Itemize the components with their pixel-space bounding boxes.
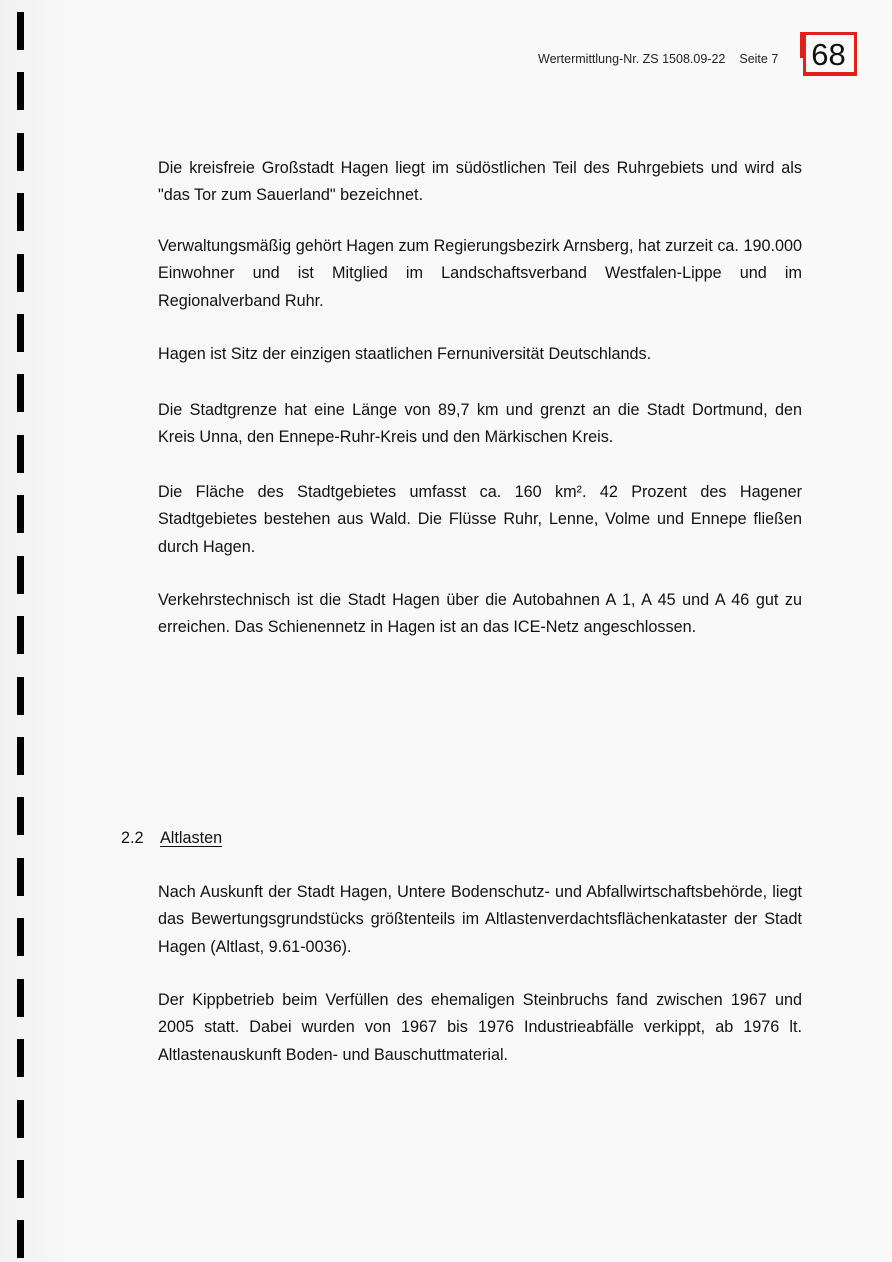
binding-mark [17,435,24,473]
paragraph-city-boundary: Die Stadtgrenze hat eine Länge von 89,7 km und grenzt an die Stadt Dortmund, den Kreis Unna, den Ennepe-Ruhr-Kreis und den Märkischen Kreis. [158,401,802,447]
paragraph-administration: Verwaltungsmäßig gehört Hagen zum Regierungsbezirk Arnsberg, hat zurzeit ca. 190.000 Einwohner und ist Mitglied im Landschaftsverband Westfalen-Lippe und im Regionalverband Ruhr. [158,237,802,310]
binding-mark [17,495,24,533]
section-heading [121,826,222,850]
paragraph-university: Hagen ist Sitz der einzigen staatlichen Fernuniversität Deutschlands. [158,345,652,363]
section-title: Altlasten [160,829,223,847]
binding-mark [17,737,24,775]
binding-marks [17,0,27,1262]
binding-mark [17,133,24,171]
binding-mark [17,1100,24,1138]
page-header [538,52,778,66]
page-stamp: 68 [803,32,857,76]
binding-mark [17,918,24,956]
binding-mark [17,677,24,715]
binding-mark [17,193,24,231]
binding-mark [17,556,24,594]
section-number: 2.2 [121,829,144,847]
paragraph-transport: Verkehrstechnisch ist die Stadt Hagen über die Autobahnen A 1, A 45 und A 46 gut zu erreichen. Das Schienennetz in Hagen ist an das ICE-Netz angeschlossen. [158,591,802,637]
binding-mark [17,1039,24,1077]
valuation-reference: Wertermittlung-Nr. ZS 1508.09-22 [538,52,726,66]
binding-mark [17,72,24,110]
binding-mark [17,374,24,412]
paragraph-quarry-backfill: Der Kippbetrieb beim Verfüllen des ehemaligen Steinbruchs fand zwischen 1967 und 2005 statt. Dabei wurden von 1967 bis 1976 Industrieabfälle verkippt, ab 1976 lt. Altlastenauskunft Boden- und Bauschuttmaterial. [158,991,802,1064]
binding-mark [17,858,24,896]
binding-mark [17,979,24,1017]
paragraph-contamination-register: Nach Auskunft der Stadt Hagen, Untere Bodenschutz- und Abfallwirtschaftsbehörde, liegt das Bewertungsgrundstücks größtenteils im Altlastenverdachtsflächenkataster der Stadt Hagen (Altlast, 9.61-0036). [158,883,802,956]
binding-mark [17,616,24,654]
binding-mark [17,1160,24,1198]
binding-mark [17,12,24,50]
paragraph-area: Die Fläche des Stadtgebietes umfasst ca. 160 km². 42 Prozent des Hagener Stadtgebietes bestehen aus Wald. Die Flüsse Ruhr, Lenne, Volme und Ennepe fließen durch Hagen. [158,483,802,556]
binding-mark [17,254,24,292]
paragraph-location: Die kreisfreie Großstadt Hagen liegt im südöstlichen Teil des Ruhrgebiets und wird als "das Tor zum Sauerland" bezeichnet. [158,159,802,205]
page-number-label: Seite 7 [739,52,779,66]
binding-mark [17,1220,24,1258]
binding-mark [17,314,24,352]
binding-mark [17,797,24,835]
